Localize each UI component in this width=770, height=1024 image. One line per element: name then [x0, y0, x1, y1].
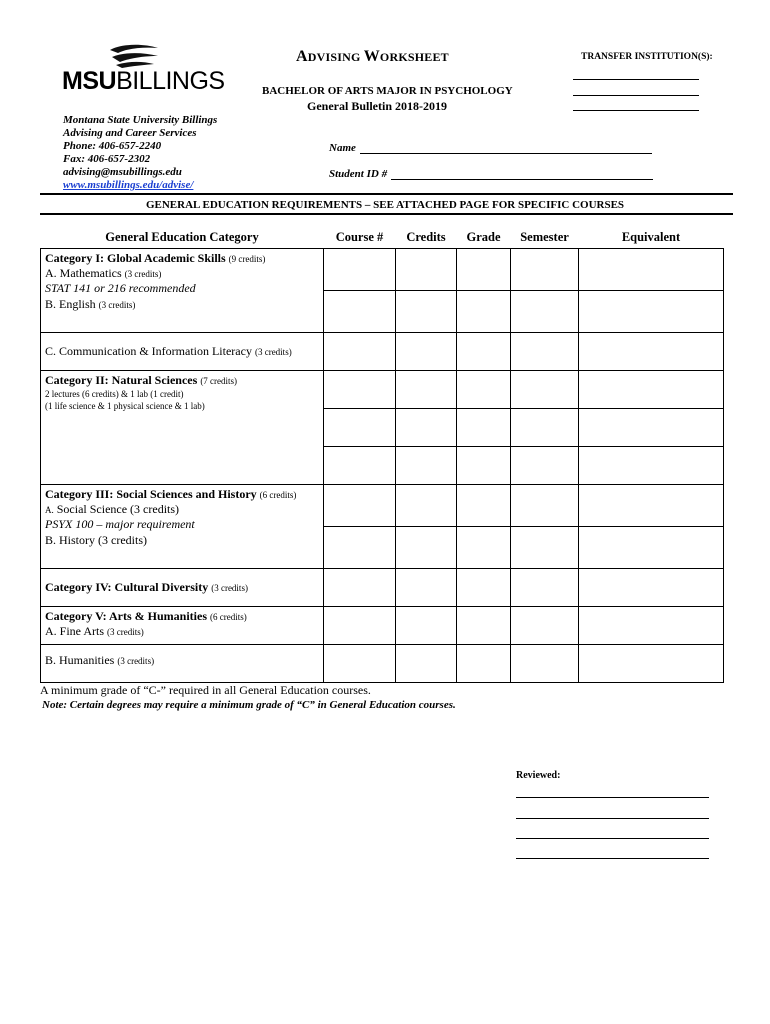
table-row: [41, 248, 724, 290]
col-header-category: General Education Category: [105, 230, 259, 245]
semester-input[interactable]: [511, 290, 579, 332]
equivalent-input[interactable]: [579, 568, 724, 606]
table-row: [41, 484, 724, 526]
semester-input[interactable]: [511, 248, 579, 290]
transfer-institution-label: TRANSFER INSTITUTION(S):: [581, 52, 713, 62]
bulletin-year: General Bulletin 2018-2019: [307, 99, 447, 113]
course-input[interactable]: [324, 484, 396, 526]
office-name: Advising and Career Services: [63, 127, 197, 139]
course-input[interactable]: [324, 644, 396, 682]
program-subtitle: BACHELOR OF ARTS MAJOR IN PSYCHOLOGY: [262, 85, 513, 97]
transfer-institution-line-3[interactable]: [573, 110, 699, 111]
grade-input[interactable]: [457, 446, 511, 484]
credits-input[interactable]: [396, 568, 457, 606]
reviewed-line-1[interactable]: [516, 797, 709, 798]
credits-input[interactable]: [396, 290, 457, 332]
grade-input[interactable]: [457, 332, 511, 370]
transfer-institution-line-1[interactable]: [573, 79, 699, 80]
credits-input[interactable]: [396, 248, 457, 290]
reviewed-line-2[interactable]: [516, 818, 709, 819]
course-input[interactable]: [324, 408, 396, 446]
grade-input[interactable]: [457, 408, 511, 446]
credits-input[interactable]: [396, 526, 457, 568]
reviewed-line-3[interactable]: [516, 838, 709, 839]
name-label: Name: [329, 142, 356, 154]
equivalent-input[interactable]: [579, 248, 724, 290]
credits-input[interactable]: [396, 446, 457, 484]
col-header-course: Course #: [335, 230, 384, 245]
table-row: [41, 644, 724, 682]
student-id-label: Student ID #: [329, 168, 388, 180]
logo-wordmark: MSUBILLINGS: [62, 67, 225, 95]
grade-input[interactable]: [457, 606, 511, 644]
table-row: [41, 370, 724, 408]
course-input[interactable]: [324, 290, 396, 332]
header-rule-bottom: [40, 213, 733, 215]
reviewed-label: Reviewed:: [516, 770, 561, 781]
page-title: ADVISING WORKSHEET: [296, 48, 449, 65]
col-header-equivalent: Equivalent: [621, 230, 681, 245]
category-1c-cell: C. Communication & Information Literacy (3 credits): [41, 332, 324, 370]
msu-billings-logo: [62, 44, 225, 96]
student-id-field: [329, 168, 653, 180]
grade-input[interactable]: [457, 568, 511, 606]
table-header-row: [41, 228, 724, 248]
semester-input[interactable]: [511, 484, 579, 526]
table-row: [41, 568, 724, 606]
table-row: [41, 332, 724, 370]
website-link[interactable]: www.msubillings.edu/advise/: [63, 179, 194, 191]
course-input[interactable]: [324, 248, 396, 290]
course-input[interactable]: [324, 332, 396, 370]
semester-input[interactable]: [511, 332, 579, 370]
fax-number: Fax: 406-657-2302: [63, 153, 151, 165]
email-address: advising@msubillings.edu: [63, 166, 182, 178]
grade-input[interactable]: [457, 370, 511, 408]
minimum-grade-note: A minimum grade of “C-” required in all General Education courses.: [40, 683, 371, 697]
semester-input[interactable]: [511, 446, 579, 484]
degree-grade-note: Note: Certain degrees may require a minimum grade of “C” in General Education courses.: [42, 699, 456, 711]
credits-input[interactable]: [396, 484, 457, 526]
semester-input[interactable]: [511, 568, 579, 606]
grade-input[interactable]: [457, 248, 511, 290]
semester-input[interactable]: [511, 408, 579, 446]
equivalent-input[interactable]: [579, 290, 724, 332]
course-input[interactable]: [324, 446, 396, 484]
table-row: [41, 606, 724, 644]
semester-input[interactable]: [511, 526, 579, 568]
grade-input[interactable]: [457, 644, 511, 682]
grade-input[interactable]: [457, 484, 511, 526]
course-input[interactable]: [324, 606, 396, 644]
phone-number: Phone: 406-657-2240: [63, 140, 162, 152]
university-name: Montana State University Billings: [63, 114, 218, 126]
contact-block: [63, 114, 217, 192]
course-input[interactable]: [324, 526, 396, 568]
col-header-semester: Semester: [520, 230, 569, 245]
name-field: [329, 142, 652, 154]
semester-input[interactable]: [511, 644, 579, 682]
swoosh-icon: [108, 44, 160, 68]
credits-input[interactable]: [396, 606, 457, 644]
col-header-credits: Credits: [406, 230, 446, 245]
credits-input[interactable]: [396, 332, 457, 370]
category-3-cell: Category III: Social Sciences and History (6 credits) A. Social Science (3 credits) PSYX 100 – major requirement B. History (3 credits): [41, 484, 324, 568]
equivalent-input[interactable]: [579, 408, 724, 446]
course-input[interactable]: [324, 568, 396, 606]
grade-input[interactable]: [457, 290, 511, 332]
equivalent-input[interactable]: [579, 644, 724, 682]
section-header: GENERAL EDUCATION REQUIREMENTS – SEE ATTACHED PAGE FOR SPECIFIC COURSES: [145, 199, 625, 211]
category-4-cell: Category IV: Cultural Diversity (3 credits): [41, 568, 324, 606]
credits-input[interactable]: [396, 370, 457, 408]
equivalent-input[interactable]: [579, 526, 724, 568]
name-input-line[interactable]: [360, 144, 652, 154]
col-header-grade: Grade: [466, 230, 501, 245]
equivalent-input[interactable]: [579, 446, 724, 484]
header-rule-top: [40, 193, 733, 195]
category-1-cell: Category I: Global Academic Skills (9 credits) A. Mathematics (3 credits) STAT 141 or 216 recommended B. English (3 credits): [41, 248, 324, 332]
semester-input[interactable]: [511, 370, 579, 408]
equivalent-input[interactable]: [579, 484, 724, 526]
gen-ed-table: [40, 228, 724, 683]
reviewed-line-4[interactable]: [516, 858, 709, 859]
credits-input[interactable]: [396, 408, 457, 446]
credits-input[interactable]: [396, 644, 457, 682]
category-2-cell: Category II: Natural Sciences (7 credits) 2 lectures (6 credits) & 1 lab (1 credit) (1 life science & 1 physical science & 1 lab): [41, 370, 324, 484]
transfer-institution-line-2[interactable]: [573, 95, 699, 96]
grade-input[interactable]: [457, 526, 511, 568]
equivalent-input[interactable]: [579, 332, 724, 370]
category-5a-cell: Category V: Arts & Humanities (6 credits) A. Fine Arts (3 credits): [41, 606, 324, 644]
equivalent-input[interactable]: [579, 370, 724, 408]
category-5b-cell: B. Humanities (3 credits): [41, 644, 324, 682]
equivalent-input[interactable]: [579, 606, 724, 644]
semester-input[interactable]: [511, 606, 579, 644]
student-id-input-line[interactable]: [391, 170, 653, 180]
course-input[interactable]: [324, 370, 396, 408]
